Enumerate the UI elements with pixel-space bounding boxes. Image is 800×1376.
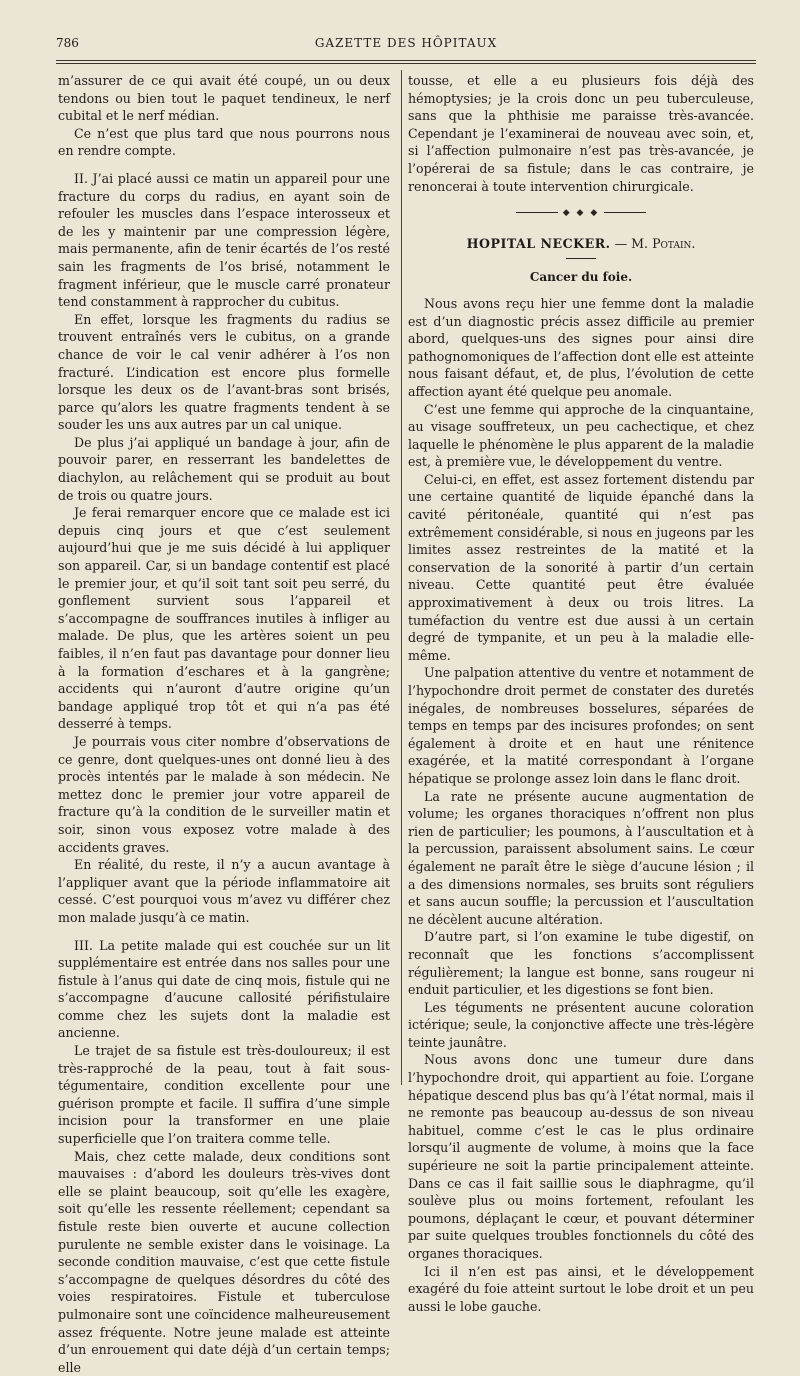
paragraph: II. J’ai placé aussi ce matin un appareil pour une fracture du corps du radius, en ayant soin de refouler les muscles dans l’espace interosseux et de les y maintenir par une compression légère, mais permanente, afin de tenir écartés de l’os resté sain les fragments de l’os brisé, notamment le fragment inférieur, que le muscle carré pronateur tend constamment à rapprocher du cubitus. xyxy=(58,170,390,310)
heading-rule xyxy=(566,258,596,259)
paragraph: Une palpation attentive du ventre et notamment de l’hypochondre droit permet de constater des duretés inégales, de nombreuses bosselures, séparées de temps en temps par des incisures profondes; on sent également à droite et en haut une rénitence exagérée, et la matité correspondant à l’organe hépatique se prolonge assez loin dans le flanc droit. xyxy=(408,665,754,786)
paragraph: En effet, lorsque les fragments du radius se trouvent entraînés vers le cubitus, on a grande chance de voir le cal venir adhérer à l’os non fracturé. L’indication est encore plus formelle lorsque les deux os de l’avant-bras sont brisés, parce qu’alors les quatre fragments tendent à se souder les uns aux autres par un cal unique. xyxy=(58,311,390,433)
header-rule-double xyxy=(56,63,756,64)
paragraph: Mais, chez cette malade, deux conditions sont mauvaises : d’abord les douleurs très-vives dont elle se plaint beaucoup, soit qu’elle les exagère, soit qu’elle les ressente réellement; cependant sa fistule reste bien ouverte et aucune collection purulente ne semble exister dans le voisinage. La seconde condition mauvaise, c’est que cette fistule s’accompagne de quelques désordres du côté des voies respiratoires. Fistule et tuberculose pulmonaire sont une coïncidence malheureusement assez fréquente. Notre jeune malade est atteinte d’un enrouement qui date déjà d’un certain temps; elle xyxy=(58,1148,390,1375)
paragraph: En réalité, du reste, il n’y a aucun avantage à l’appliquer avant que la période inflammatoire ait cessé. C’est pourquoi vous m’avez vu différer chez mon malade jusqu’à ce matin. xyxy=(58,857,390,925)
paragraph: Les téguments ne présentent aucune coloration ictérique; seule, la conjonctive affecte une très-légère teinte jaunâtre. xyxy=(408,999,754,1050)
column-divider xyxy=(401,70,402,1085)
paragraph: m’assurer de ce qui avait été coupé, un ou deux tendons ou bien tout le paquet tendineux, le nerf cubital et le nerf médian. xyxy=(58,73,390,124)
paragraph: D’autre part, si l’on examine le tube digestif, on reconnaît que les fonctions s’accomplissent régulièrement; la langue est bonne, sans rougeur ni enduit particulier, et les digestions se font bien. xyxy=(408,929,754,998)
paragraph: Le trajet de sa fistule est très-douloureux; il est très-rapproché de la peau, tout à fait sous-tégumentaire, condition excellente pour une guérison prompte et facile. Il suffira d’une simple incision pour la transformer en une plaie superficielle que l’on traitera comme telle. xyxy=(58,1043,390,1147)
paragraph: De plus j’ai appliqué un bandage à jour, afin de pouvoir parer, en resserrant les bandelettes de diachylon, au relâchement qui se produit au bout de trois ou quatre jours. xyxy=(58,434,390,503)
right-column-intro: tousse, et elle a eu plusieurs fois déjà des hémoptysies; je la crois donc un peu tuberculeuse, sans que la phthisie me paraisse très-avancée. Cependant je l’examinerai de nouveau avec soin, et, si l’affection pulmonaire n’est pas très-avancée, je l’opérerai de sa fistule; dans le cas contraire, je renoncerai à toute intervention chirurgicale. xyxy=(408,73,754,194)
paragraph: Celui-ci, en effet, est assez fortement distendu par une certaine quantité de liquide épanché dans la cavité péritonéale, quantité qui n’est pas extrêmement considérable, si nous en jugeons par les limites assez restreintes de la matité et la conservation de la sonorité à partir d’un certain niveau. Cette quantité peut être évaluée approximativement à deux ou trois litres. La tuméfaction du ventre est due aussi à un certain degré de tympanite, et un peu à la maladie elle-même. xyxy=(408,471,754,663)
hospital-name: HOPITAL NECKER. xyxy=(466,235,611,251)
paragraph: III. La petite malade qui est couchée sur un lit supplémentaire est entrée dans nos salles pour une fistule à l’anus qui date de cinq mois, fistule qui ne s’accompagne d’aucune callosité périfistulaire comme chez les sujets dont la maladie est ancienne. xyxy=(58,937,390,1041)
paragraph: Je pourrais vous citer nombre d’observations de ce genre, dont quelques-unes ont donné lieu à des procès intentés par le malade à son médecin. Ne mettez donc le premier jour votre appareil de fracture qu’à la condition de le surveiller matin et soir, sinon vous exposez votre malade à des accidents graves. xyxy=(58,733,390,855)
right-column-body xyxy=(408,295,754,1315)
section-ornament: ◆ ◆ ◆ xyxy=(408,205,754,223)
paragraph: La rate ne présente aucune augmentation de volume; les organes thoraciques n’offrent non plus rien de particulier; les poumons, à l’auscultation et à la percussion, paraissent absolument sains. Le cœur également ne paraît être le siège d’aucune lésion ; il a des dimensions normales, ses bruits sont réguliers et sans aucun souffle; la percussion et l’auscultation ne décèlent aucune altération. xyxy=(408,788,754,927)
journal-title: GAZETTE DES HÔPITAUX xyxy=(314,36,498,50)
heading-separator: — M. xyxy=(610,235,653,251)
left-column xyxy=(58,72,390,1376)
right-column xyxy=(408,72,754,1315)
doctor-name: Potain. xyxy=(652,235,696,251)
page-number: 786 xyxy=(56,36,79,50)
paragraph: Je ferai remarquer encore que ce malade est ici depuis cinq jours et que c’est seulement aujourd’hui que je me suis décidé à lui appliquer son appareil. Car, si un bandage contentif est placé le premier jour, et qu’il soit tant soit peu serré, du gonflement survient sous l’appareil et s’accompagne de souffrances inutiles à infliger au malade. De plus, que les artères soient un peu faibles, il n’en faut pas davantage pour donner lieu à la formation d’eschares et à la gangrène; accidents qui n’auront d’autre origine qu’un bandage appliqué trop tôt et qui n’a pas été desserré à temps. xyxy=(58,505,390,732)
paragraph: Nous avons donc une tumeur dure dans l’hypochondre droit, qui appartient au foie. L’organe hépatique descend plus bas qu’à l’état normal, mais il ne remonte pas beaucoup au-dessus de son niveau habituel, comme c’est le cas le plus ordinaire lorsqu’il augmente de volume, à moins que la face supérieure ne soit la partie principalement atteinte. Dans ce cas il fait saillie sous le diaphragme, qu’il soulève plus ou moins fortement, refoulant les poumons, déplaçant le cœur, et pouvant déterminer par suite quelques troubles fonctionnels du côté des organes thoraciques. xyxy=(408,1052,754,1261)
paragraph: Ce n’est que plus tard que nous pourrons nous en rendre compte. xyxy=(58,125,390,159)
section-heading xyxy=(408,235,754,253)
page-header xyxy=(56,36,756,56)
section-subtitle: Cancer du foie. xyxy=(529,270,633,285)
paragraph: Nous avons reçu hier une femme dont la maladie est d’un diagnostic précis assez difficile au premier abord, quelques-uns des signes pour ainsi dire pathognomoniques de l’affection dont elle est atteinte nous faisant défaut, et, de plus, l’évolution de cette affection ayant été quelque peu anomale. xyxy=(408,295,754,399)
paragraph: C’est une femme qui approche de la cinquantaine, au visage souffreteux, un peu cachectique, et chez laquelle le phénomène le plus apparent de la maladie est, à première vue, le développement du ventre. xyxy=(408,401,754,470)
paragraph: Ici il n’en est pas ainsi, et le développement exagéré du foie atteint surtout le lobe droit et un peu aussi le lobe gauche. xyxy=(408,1263,754,1314)
header-rule xyxy=(56,60,756,61)
